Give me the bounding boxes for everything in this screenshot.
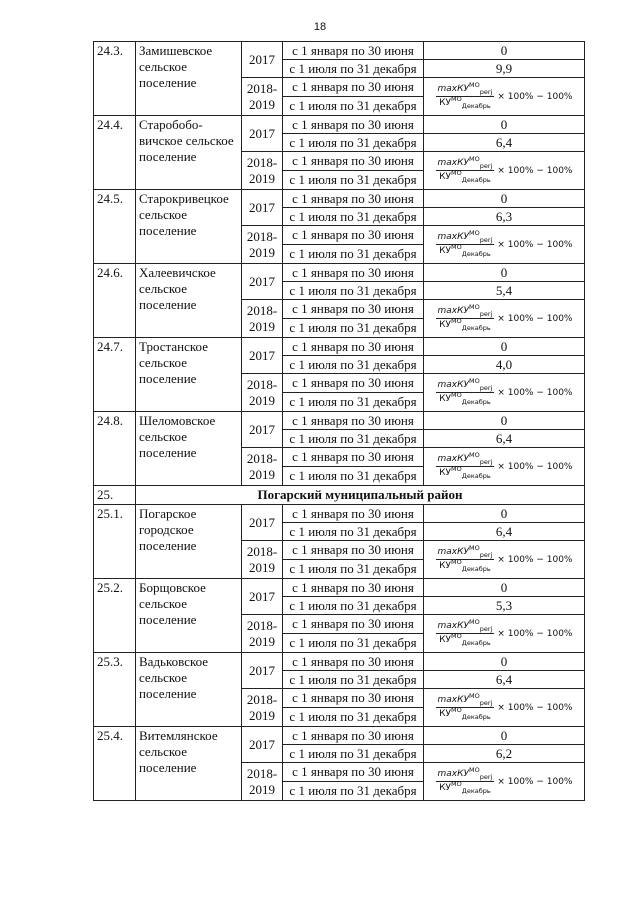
formula-fraction bbox=[436, 692, 495, 721]
year-2017: 2017 bbox=[242, 42, 283, 78]
year-2017: 2017 bbox=[242, 505, 283, 541]
row-number: 24.6. bbox=[94, 264, 136, 338]
year-2018-2019: 2018- 2019 bbox=[242, 615, 283, 653]
row-number: 24.3. bbox=[94, 42, 136, 116]
table-row bbox=[94, 42, 585, 60]
period-first-half: с 1 января по 30 июня bbox=[283, 78, 424, 97]
formula-numerator: maxКУ$^{МО}_{perj}$ bbox=[437, 303, 493, 318]
value-second-half-2017: 5,3 bbox=[424, 597, 585, 615]
period-first-half: с 1 января по 30 июня bbox=[283, 763, 424, 782]
period-second-half: с 1 июля по 31 декабря bbox=[283, 560, 424, 579]
period-first-half: с 1 января по 30 июня bbox=[283, 42, 424, 60]
value-first-half-2017: 0 bbox=[424, 727, 585, 745]
value-second-half-2017: 5,4 bbox=[424, 282, 585, 300]
formula-tail: × 100% − 100% bbox=[497, 313, 573, 324]
value-formula-2018-2019 bbox=[424, 300, 585, 338]
period-first-half: с 1 января по 30 июня bbox=[283, 689, 424, 708]
formula-denominator: $КУ^{МО}_{Декабрь}$ bbox=[439, 243, 491, 258]
row-number: 24.5. bbox=[94, 190, 136, 264]
year-2018-2019: 2018- 2019 bbox=[242, 300, 283, 338]
formula-denominator: $КУ^{МО}_{Декабрь}$ bbox=[439, 706, 491, 721]
settlement-name: Борщовское сельское поселение bbox=[136, 579, 242, 653]
formula-tail: × 100% − 100% bbox=[497, 91, 573, 102]
value-formula-2018-2019 bbox=[424, 152, 585, 190]
period-second-half: с 1 июля по 31 декабря bbox=[283, 671, 424, 689]
value-second-half-2017: 6,4 bbox=[424, 134, 585, 152]
formula bbox=[424, 377, 584, 406]
tariff-table bbox=[93, 41, 585, 801]
period-first-half: с 1 января по 30 июня bbox=[283, 579, 424, 597]
period-first-half: с 1 января по 30 июня bbox=[283, 653, 424, 671]
formula-numerator: maxКУ$^{МО}_{perj}$ bbox=[437, 451, 493, 466]
period-first-half: с 1 января по 30 июня bbox=[283, 727, 424, 745]
formula-tail: × 100% − 100% bbox=[497, 461, 573, 472]
table-row bbox=[94, 727, 585, 745]
value-first-half-2017: 0 bbox=[424, 505, 585, 523]
period-second-half: с 1 июля по 31 декабря bbox=[283, 597, 424, 615]
period-second-half: с 1 июля по 31 декабря bbox=[283, 467, 424, 486]
period-first-half: с 1 января по 30 июня bbox=[283, 190, 424, 208]
period-second-half: с 1 июля по 31 декабря bbox=[283, 745, 424, 763]
table-row bbox=[94, 579, 585, 597]
row-number: 25.3. bbox=[94, 653, 136, 727]
formula-fraction bbox=[436, 451, 495, 480]
settlement-name: Погарское городское поселение bbox=[136, 505, 242, 579]
value-second-half-2017: 6,2 bbox=[424, 745, 585, 763]
page-number: 18 bbox=[313, 21, 327, 33]
formula-tail: × 100% − 100% bbox=[497, 702, 573, 713]
table-row bbox=[94, 653, 585, 671]
value-second-half-2017: 9,9 bbox=[424, 60, 585, 78]
table-body bbox=[94, 42, 585, 801]
formula-numerator: maxКУ$^{МО}_{perj}$ bbox=[437, 377, 493, 392]
value-first-half-2017: 0 bbox=[424, 190, 585, 208]
formula-denominator: $КУ^{МО}_{Декабрь}$ bbox=[439, 558, 491, 573]
value-second-half-2017: 6,4 bbox=[424, 523, 585, 541]
row-number: 24.4. bbox=[94, 116, 136, 190]
formula-tail: × 100% − 100% bbox=[497, 554, 573, 565]
formula-tail: × 100% − 100% bbox=[497, 628, 573, 639]
formula-fraction bbox=[436, 303, 495, 332]
formula-numerator: maxКУ$^{МО}_{perj}$ bbox=[437, 618, 493, 633]
value-formula-2018-2019 bbox=[424, 541, 585, 579]
formula-denominator: $КУ^{МО}_{Декабрь}$ bbox=[439, 465, 491, 480]
value-formula-2018-2019 bbox=[424, 689, 585, 727]
period-second-half: с 1 июля по 31 декабря bbox=[283, 319, 424, 338]
formula-numerator: maxКУ$^{МО}_{perj}$ bbox=[437, 81, 493, 96]
table-row bbox=[94, 412, 585, 430]
year-2017: 2017 bbox=[242, 264, 283, 300]
formula-fraction bbox=[436, 618, 495, 647]
value-formula-2018-2019 bbox=[424, 448, 585, 486]
formula bbox=[424, 155, 584, 184]
value-formula-2018-2019 bbox=[424, 78, 585, 116]
settlement-name: Шеломовское сельское поселение bbox=[136, 412, 242, 486]
value-first-half-2017: 0 bbox=[424, 338, 585, 356]
settlement-name: Старокривецкое сельское поселение bbox=[136, 190, 242, 264]
year-2018-2019: 2018- 2019 bbox=[242, 152, 283, 190]
year-2017: 2017 bbox=[242, 190, 283, 226]
period-second-half: с 1 июля по 31 декабря bbox=[283, 393, 424, 412]
value-first-half-2017: 0 bbox=[424, 579, 585, 597]
period-first-half: с 1 января по 30 июня bbox=[283, 116, 424, 134]
value-first-half-2017: 0 bbox=[424, 264, 585, 282]
period-first-half: с 1 января по 30 июня bbox=[283, 541, 424, 560]
formula-fraction bbox=[436, 81, 495, 110]
formula-fraction bbox=[436, 377, 495, 406]
formula-numerator: maxКУ$^{МО}_{perj}$ bbox=[437, 766, 493, 781]
period-second-half: с 1 июля по 31 декабря bbox=[283, 245, 424, 264]
year-2017: 2017 bbox=[242, 412, 283, 448]
settlement-name: Замишевское сельское поселение bbox=[136, 42, 242, 116]
formula-numerator: maxКУ$^{МО}_{perj}$ bbox=[437, 155, 493, 170]
formula-denominator: $КУ^{МО}_{Декабрь}$ bbox=[439, 780, 491, 795]
value-formula-2018-2019 bbox=[424, 763, 585, 801]
settlement-name: Старобобо-вичское сельское поселение bbox=[136, 116, 242, 190]
period-second-half: с 1 июля по 31 декабря bbox=[283, 430, 424, 448]
formula bbox=[424, 303, 584, 332]
period-second-half: с 1 июля по 31 декабря bbox=[283, 60, 424, 78]
settlement-name: Халеевичское сельское поселение bbox=[136, 264, 242, 338]
formula-denominator: $КУ^{МО}_{Декабрь}$ bbox=[439, 95, 491, 110]
formula-numerator: maxКУ$^{МО}_{perj}$ bbox=[437, 229, 493, 244]
year-2018-2019: 2018- 2019 bbox=[242, 689, 283, 727]
formula-fraction bbox=[436, 544, 495, 573]
formula bbox=[424, 618, 584, 647]
settlement-name: Витемлянское сельское поселение bbox=[136, 727, 242, 801]
year-2018-2019: 2018- 2019 bbox=[242, 448, 283, 486]
value-formula-2018-2019 bbox=[424, 374, 585, 412]
formula bbox=[424, 766, 584, 795]
row-number: 25.4. bbox=[94, 727, 136, 801]
year-2018-2019: 2018- 2019 bbox=[242, 763, 283, 801]
period-first-half: с 1 января по 30 июня bbox=[283, 152, 424, 171]
year-2018-2019: 2018- 2019 bbox=[242, 374, 283, 412]
period-first-half: с 1 января по 30 июня bbox=[283, 338, 424, 356]
table-row bbox=[94, 338, 585, 356]
formula-denominator: $КУ^{МО}_{Декабрь}$ bbox=[439, 632, 491, 647]
formula bbox=[424, 692, 584, 721]
year-2018-2019: 2018- 2019 bbox=[242, 226, 283, 264]
table-row bbox=[94, 505, 585, 523]
period-second-half: с 1 июля по 31 декабря bbox=[283, 282, 424, 300]
year-2017: 2017 bbox=[242, 727, 283, 763]
value-first-half-2017: 0 bbox=[424, 412, 585, 430]
formula-tail: × 100% − 100% bbox=[497, 165, 573, 176]
year-2017: 2017 bbox=[242, 338, 283, 374]
formula bbox=[424, 451, 584, 480]
value-first-half-2017: 0 bbox=[424, 116, 585, 134]
section-title: Погарский муниципальный район bbox=[136, 486, 585, 505]
period-first-half: с 1 января по 30 июня bbox=[283, 374, 424, 393]
formula bbox=[424, 81, 584, 110]
year-2018-2019: 2018- 2019 bbox=[242, 78, 283, 116]
formula bbox=[424, 544, 584, 573]
formula-fraction bbox=[436, 766, 495, 795]
formula-denominator: $КУ^{МО}_{Декабрь}$ bbox=[439, 317, 491, 332]
formula-numerator: maxКУ$^{МО}_{perj}$ bbox=[437, 692, 493, 707]
formula-fraction bbox=[436, 155, 495, 184]
row-number: 24.8. bbox=[94, 412, 136, 486]
period-second-half: с 1 июля по 31 декабря bbox=[283, 208, 424, 226]
settlement-name: Тростанское сельское поселение bbox=[136, 338, 242, 412]
period-second-half: с 1 июля по 31 декабря bbox=[283, 782, 424, 801]
value-second-half-2017: 6,4 bbox=[424, 671, 585, 689]
year-2017: 2017 bbox=[242, 116, 283, 152]
table-row bbox=[94, 264, 585, 282]
formula-denominator: $КУ^{МО}_{Декабрь}$ bbox=[439, 391, 491, 406]
period-first-half: с 1 января по 30 июня bbox=[283, 226, 424, 245]
formula-tail: × 100% − 100% bbox=[497, 776, 573, 787]
formula bbox=[424, 229, 584, 258]
period-second-half: с 1 июля по 31 декабря bbox=[283, 134, 424, 152]
row-number: 25.1. bbox=[94, 505, 136, 579]
value-formula-2018-2019 bbox=[424, 226, 585, 264]
period-first-half: с 1 января по 30 июня bbox=[283, 412, 424, 430]
year-2017: 2017 bbox=[242, 653, 283, 689]
formula-tail: × 100% − 100% bbox=[497, 239, 573, 250]
period-second-half: с 1 июля по 31 декабря bbox=[283, 97, 424, 116]
value-first-half-2017: 0 bbox=[424, 42, 585, 60]
year-2017: 2017 bbox=[242, 579, 283, 615]
period-second-half: с 1 июля по 31 декабря bbox=[283, 634, 424, 653]
period-first-half: с 1 января по 30 июня bbox=[283, 615, 424, 634]
period-first-half: с 1 января по 30 июня bbox=[283, 300, 424, 319]
period-second-half: с 1 июля по 31 декабря bbox=[283, 171, 424, 190]
row-number: 25.2. bbox=[94, 579, 136, 653]
value-second-half-2017: 6,3 bbox=[424, 208, 585, 226]
table-row bbox=[94, 190, 585, 208]
year-2018-2019: 2018- 2019 bbox=[242, 541, 283, 579]
settlement-name: Вадьковское сельское поселение bbox=[136, 653, 242, 727]
period-first-half: с 1 января по 30 июня bbox=[283, 448, 424, 467]
section-row bbox=[94, 486, 585, 505]
value-second-half-2017: 6,4 bbox=[424, 430, 585, 448]
row-number: 24.7. bbox=[94, 338, 136, 412]
table-row bbox=[94, 116, 585, 134]
period-first-half: с 1 января по 30 июня bbox=[283, 264, 424, 282]
formula-denominator: $КУ^{МО}_{Декабрь}$ bbox=[439, 169, 491, 184]
section-number: 25. bbox=[94, 486, 136, 505]
period-second-half: с 1 июля по 31 декабря bbox=[283, 356, 424, 374]
period-second-half: с 1 июля по 31 декабря bbox=[283, 523, 424, 541]
period-second-half: с 1 июля по 31 декабря bbox=[283, 708, 424, 727]
value-first-half-2017: 0 bbox=[424, 653, 585, 671]
formula-fraction bbox=[436, 229, 495, 258]
formula-tail: × 100% − 100% bbox=[497, 387, 573, 398]
value-second-half-2017: 4,0 bbox=[424, 356, 585, 374]
period-first-half: с 1 января по 30 июня bbox=[283, 505, 424, 523]
formula-numerator: maxКУ$^{МО}_{perj}$ bbox=[437, 544, 493, 559]
value-formula-2018-2019 bbox=[424, 615, 585, 653]
